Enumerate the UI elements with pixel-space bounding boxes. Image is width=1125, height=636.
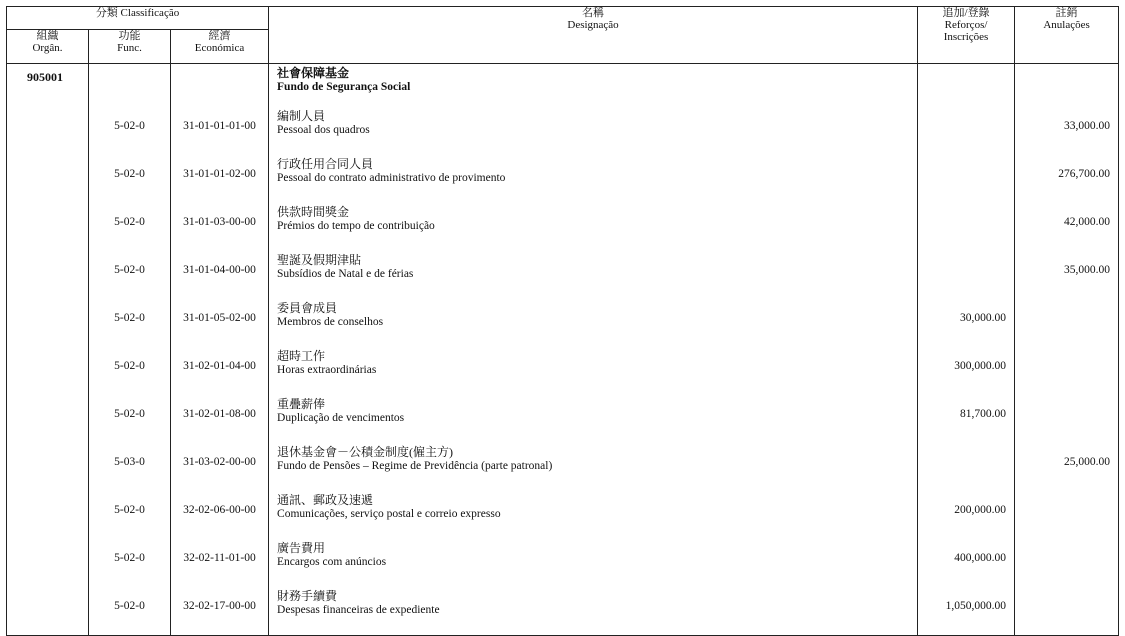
organic-cell	[7, 251, 89, 299]
designation	[269, 155, 918, 203]
table-row	[7, 443, 1119, 491]
economic-code: 31-02-01-08-00	[171, 395, 269, 443]
header-row-top	[7, 7, 1119, 30]
table-row	[7, 251, 1119, 299]
economic-code: 32-02-17-00-00	[171, 587, 269, 636]
reinforcement-amount: 400,000.00	[918, 539, 1015, 587]
designation-zh: 廣告費用	[277, 541, 326, 555]
designation-pt: Membros de conselhos	[277, 316, 384, 328]
functional-code: 5-02-0	[89, 203, 171, 251]
designation-zh: 超時工作	[277, 349, 326, 363]
reinforcement-amount: 200,000.00	[918, 491, 1015, 539]
annulment-amount: 33,000.00	[1015, 107, 1119, 155]
designation-zh: 委員會成員	[277, 301, 338, 315]
designation-zh: 重疊薪俸	[277, 397, 326, 411]
functional-code: 5-02-0	[89, 491, 171, 539]
entity-name-zh: 社會保障基金	[277, 66, 350, 80]
designation-zh: 聖誕及假期津貼	[277, 253, 362, 267]
classification-header: 分類 Classificação	[7, 7, 269, 30]
designation	[269, 299, 918, 347]
functional-code: 5-02-0	[89, 347, 171, 395]
designation-zh: 行政任用合同人員	[277, 157, 374, 171]
organic-cell	[7, 347, 89, 395]
reinforcement-amount	[918, 107, 1015, 155]
designation-pt: Pessoal do contrato administrativo de provimento	[277, 172, 506, 184]
functional-code: 5-02-0	[89, 107, 171, 155]
organic-cell	[7, 443, 89, 491]
annulment-amount	[1015, 491, 1119, 539]
reinforcement-amount	[918, 251, 1015, 299]
organic-cell	[7, 395, 89, 443]
entity-reforco	[918, 64, 1015, 108]
entity-econ	[171, 64, 269, 108]
functional-code: 5-02-0	[89, 155, 171, 203]
table-row	[7, 539, 1119, 587]
entity-name	[269, 64, 918, 108]
economic-code: 31-01-04-00-00	[171, 251, 269, 299]
functional-code: 5-02-0	[89, 395, 171, 443]
entity-code: 905001	[7, 64, 89, 108]
table-row	[7, 395, 1119, 443]
entity-row	[7, 64, 1119, 108]
reinforcement-amount	[918, 443, 1015, 491]
designation	[269, 347, 918, 395]
designation-zh: 退休基金會－公積金制度(僱主方)	[277, 445, 454, 459]
annulment-amount: 25,000.00	[1015, 443, 1119, 491]
reinforcement-amount: 30,000.00	[918, 299, 1015, 347]
annulment-amount	[1015, 299, 1119, 347]
annulment-amount: 276,700.00	[1015, 155, 1119, 203]
designation-pt: Pessoal dos quadros	[277, 124, 370, 136]
organic-cell	[7, 107, 89, 155]
annulment-amount	[1015, 395, 1119, 443]
organic-cell	[7, 299, 89, 347]
economic-code: 32-02-06-00-00	[171, 491, 269, 539]
table-row	[7, 347, 1119, 395]
designation	[269, 203, 918, 251]
organic-cell	[7, 491, 89, 539]
organic-cell	[7, 203, 89, 251]
table-row	[7, 203, 1119, 251]
reinforcement-amount	[918, 155, 1015, 203]
entity-anulacao	[1015, 64, 1119, 108]
reinforcement-amount: 81,700.00	[918, 395, 1015, 443]
reinforcement-amount	[918, 203, 1015, 251]
designation	[269, 491, 918, 539]
designation-pt: Encargos com anúncios	[277, 556, 387, 568]
annulment-amount	[1015, 587, 1119, 636]
functional-code: 5-02-0	[89, 539, 171, 587]
economic-code: 31-01-01-02-00	[171, 155, 269, 203]
organic-cell	[7, 155, 89, 203]
functional-code: 5-02-0	[89, 587, 171, 636]
table-row	[7, 587, 1119, 636]
entity-func	[89, 64, 171, 108]
organic-header: 組織 Orgân.	[7, 30, 89, 64]
annulment-amount: 42,000.00	[1015, 203, 1119, 251]
table-row	[7, 107, 1119, 155]
economic-code: 31-03-02-00-00	[171, 443, 269, 491]
designation-zh: 編制人員	[277, 109, 326, 123]
annulments-header: 註銷 Anulações	[1015, 7, 1119, 64]
reinforcement-amount: 1,050,000.00	[918, 587, 1015, 636]
designation	[269, 251, 918, 299]
annulment-amount	[1015, 347, 1119, 395]
designation	[269, 443, 918, 491]
designation-zh: 供款時間獎金	[277, 205, 350, 219]
designation	[269, 539, 918, 587]
annulment-amount	[1015, 539, 1119, 587]
economic-code: 31-01-03-00-00	[171, 203, 269, 251]
functional-code: 5-02-0	[89, 299, 171, 347]
annulment-amount: 35,000.00	[1015, 251, 1119, 299]
functional-code: 5-02-0	[89, 251, 171, 299]
reinforcement-amount: 300,000.00	[918, 347, 1015, 395]
economic-header: 經濟 Económica	[171, 30, 269, 64]
economic-code: 31-02-01-04-00	[171, 347, 269, 395]
designation-pt: Duplicação de vencimentos	[277, 412, 405, 424]
designation-pt: Subsídios de Natal e de férias	[277, 268, 414, 280]
designation-header: 名稱 Designação	[269, 7, 918, 64]
budget-table	[6, 6, 1119, 636]
designation-pt: Fundo de Pensões – Regime de Previdência (parte patronal)	[277, 460, 553, 472]
table-row	[7, 491, 1119, 539]
functional-header: 功能 Func.	[89, 30, 171, 64]
organic-cell	[7, 587, 89, 636]
table-row	[7, 299, 1119, 347]
designation	[269, 587, 918, 636]
functional-code: 5-03-0	[89, 443, 171, 491]
designation	[269, 107, 918, 155]
designation-pt: Comunicações, serviço postal e correio expresso	[277, 508, 501, 520]
economic-code: 31-01-05-02-00	[171, 299, 269, 347]
economic-code: 32-02-11-01-00	[171, 539, 269, 587]
economic-code: 31-01-01-01-00	[171, 107, 269, 155]
entity-name-pt: Fundo de Segurança Social	[277, 81, 411, 93]
organic-cell	[7, 539, 89, 587]
table-row	[7, 155, 1119, 203]
designation	[269, 395, 918, 443]
designation-zh: 財務手續費	[277, 589, 338, 603]
designation-pt: Horas extraordinárias	[277, 364, 377, 376]
reinforcements-header: 追加/登錄 Reforços/ Inscrições	[918, 7, 1015, 64]
designation-pt: Despesas financeiras de expediente	[277, 604, 440, 616]
designation-pt: Prémios do tempo de contribuição	[277, 220, 435, 232]
designation-zh: 通訊、郵政及速遞	[277, 493, 374, 507]
